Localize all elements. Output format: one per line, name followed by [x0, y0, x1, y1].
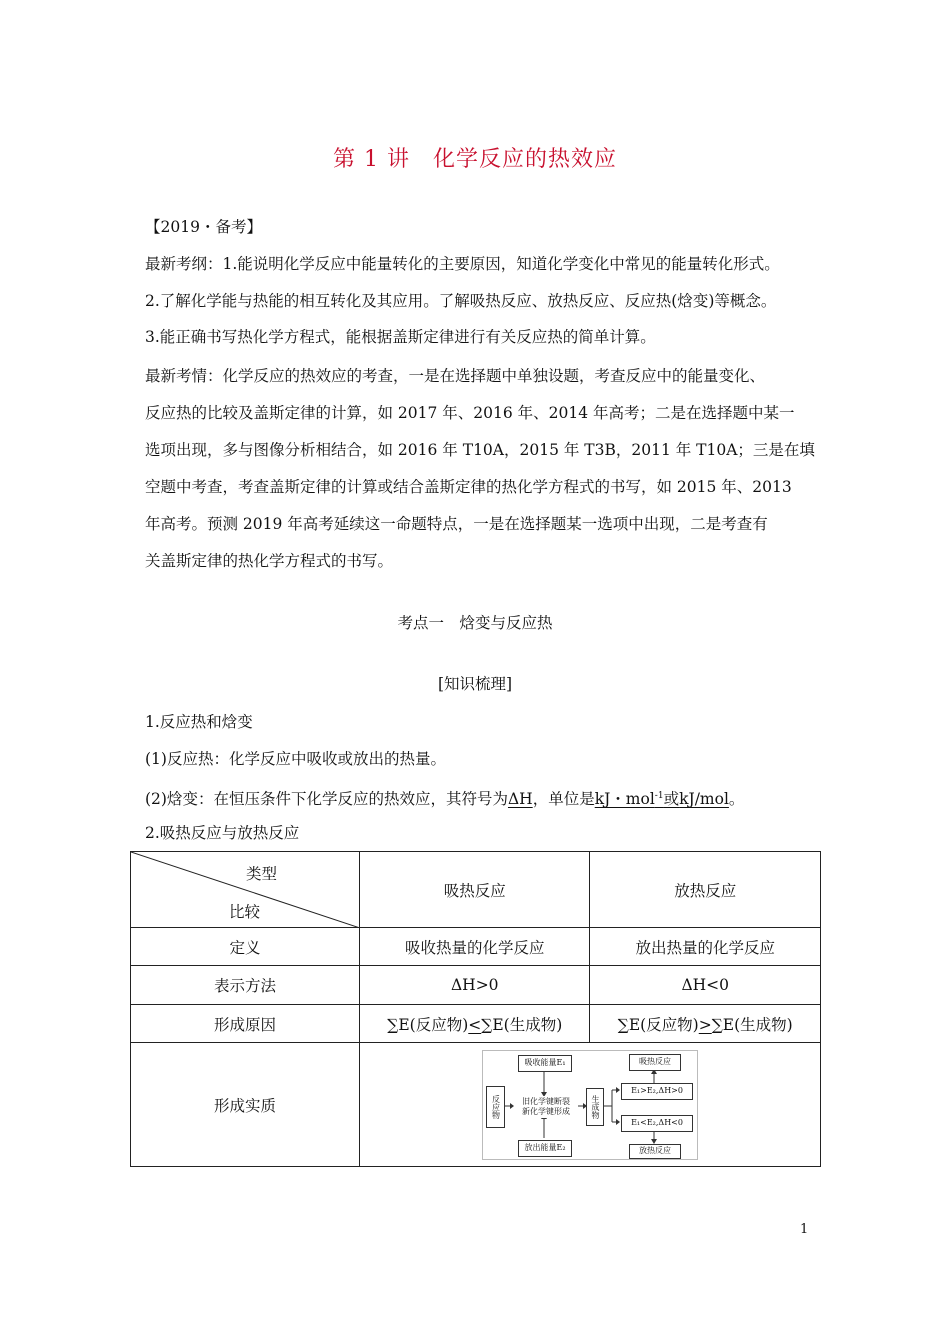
delta-h-symbol: ΔH	[507, 790, 533, 808]
comparison-table	[130, 851, 821, 1167]
page-number: 1	[800, 1222, 809, 1237]
paragraph-line: 选项出现，多与图像分析相结合，如 2016 年 T10A，2015 年 T3B，2011 年 T10A；三是在填	[145, 441, 815, 459]
unit-2: kJ/mol	[679, 790, 729, 808]
cause-exo-products: ∑E(生成物)	[711, 1015, 793, 1034]
header-exothermic: 放热反应	[590, 852, 821, 928]
table-corner-cell	[131, 852, 360, 928]
point-1b-mid: ，单位是	[532, 790, 595, 808]
paragraph-line: 3.能正确书写热化学方程式，能根据盖斯定律进行有关反应热的简单计算。	[145, 328, 656, 346]
cause-endo-products: ∑E(生成物)	[481, 1015, 563, 1034]
header-endothermic: 吸热反应	[360, 852, 590, 928]
corner-top-label: 类型	[246, 865, 278, 883]
cell-definition-endo: 吸收热量的化学反应	[360, 928, 590, 966]
cell-cause-exo	[590, 1005, 821, 1043]
bond-form-label: 新化学键形成	[522, 1106, 571, 1116]
box-endothermic: 吸热反应	[629, 1054, 681, 1071]
paragraph-line: 最新考情：化学反应的热效应的考查，一是在选择题中单独设题，考查反应中的能量变化、	[145, 367, 766, 385]
subsection-title: [知识梳理]	[437, 675, 513, 693]
point-1a: (1)反应热：化学反应中吸收或放出的热量。	[145, 750, 446, 768]
box-absorb-energy: 吸收能量E₁	[518, 1055, 572, 1072]
row-label-notation: 表示方法	[131, 966, 360, 1005]
box-release-energy: 放出能量E₂	[518, 1140, 572, 1157]
cell-definition-exo: 放出热量的化学反应	[590, 928, 821, 966]
cause-exo-relation: >	[698, 1015, 712, 1034]
unit-1-base: kJ・mol	[594, 790, 655, 808]
cause-endo-reactants: ∑E(反应物)	[387, 1015, 469, 1034]
box-bond-change	[514, 1096, 578, 1118]
box-reactants: 反应物	[486, 1086, 505, 1128]
point-2-title: 2.吸热反应与放热反应	[145, 824, 300, 842]
box-exo-condition: E₁<E₂,ΔH<0	[621, 1115, 693, 1132]
lecture-title: 第 1 讲 化学反应的热效应	[333, 147, 617, 172]
point-1b	[145, 786, 744, 809]
paragraph-line: 2.了解化学能与热能的相互转化及其应用。了解吸热反应、放热反应、反应热(焓变)等概念。	[145, 292, 777, 310]
bond-break-label: 旧化学键断裂	[522, 1096, 571, 1106]
box-endo-condition: E₁>E₂,ΔH>0	[621, 1083, 693, 1100]
paragraph-line: 空题中考查，考查盖斯定律的计算或结合盖斯定律的热化学方程式的书写，如 2015 年、2013	[145, 478, 792, 496]
row-label-cause: 形成原因	[131, 1005, 360, 1043]
cell-notation-exo: ΔH<0	[590, 966, 821, 1005]
point-1b-end: 。	[728, 790, 745, 808]
cell-notation-endo: ΔH>0	[360, 966, 590, 1005]
unit-or: 或	[663, 790, 680, 808]
point-1b-prefix: (2)焓变：在恒压条件下化学反应的热效应，其符号为	[145, 790, 508, 808]
paragraph-line: 年高考。预测 2019 年高考延续这一命题特点，一是在选择题某一选项中出现，二是考查有	[145, 515, 768, 533]
energy-flow-diagram	[482, 1050, 698, 1160]
section-title: 考点一 焓变与反应热	[397, 614, 553, 632]
cell-essence-diagram	[360, 1043, 821, 1167]
cell-cause-endo	[360, 1005, 590, 1043]
corner-bottom-label: 比较	[229, 903, 261, 921]
paragraph-line: 反应热的比较及盖斯定律的计算，如 2017 年、2016 年、2014 年高考；二是在选择题中某一	[145, 404, 795, 422]
box-products: 生成物	[586, 1088, 604, 1126]
row-label-definition: 定义	[131, 928, 360, 966]
unit-1-exponent: -1	[654, 791, 664, 801]
unit-1	[595, 790, 729, 808]
point-1-title: 1.反应热和焓变	[145, 713, 253, 731]
cause-exo-reactants: ∑E(反应物)	[617, 1015, 699, 1034]
row-label-essence: 形成实质	[131, 1043, 360, 1167]
cause-endo-relation: <	[468, 1015, 482, 1034]
exam-tag: 【2019・备考】	[145, 218, 262, 236]
paragraph-line: 关盖斯定律的热化学方程式的书写。	[145, 552, 394, 570]
paragraph-line: 最新考纲：1.能说明化学反应中能量转化的主要原因，知道化学变化中常见的能量转化形式。	[145, 255, 780, 273]
box-exothermic: 放热反应	[629, 1144, 681, 1159]
